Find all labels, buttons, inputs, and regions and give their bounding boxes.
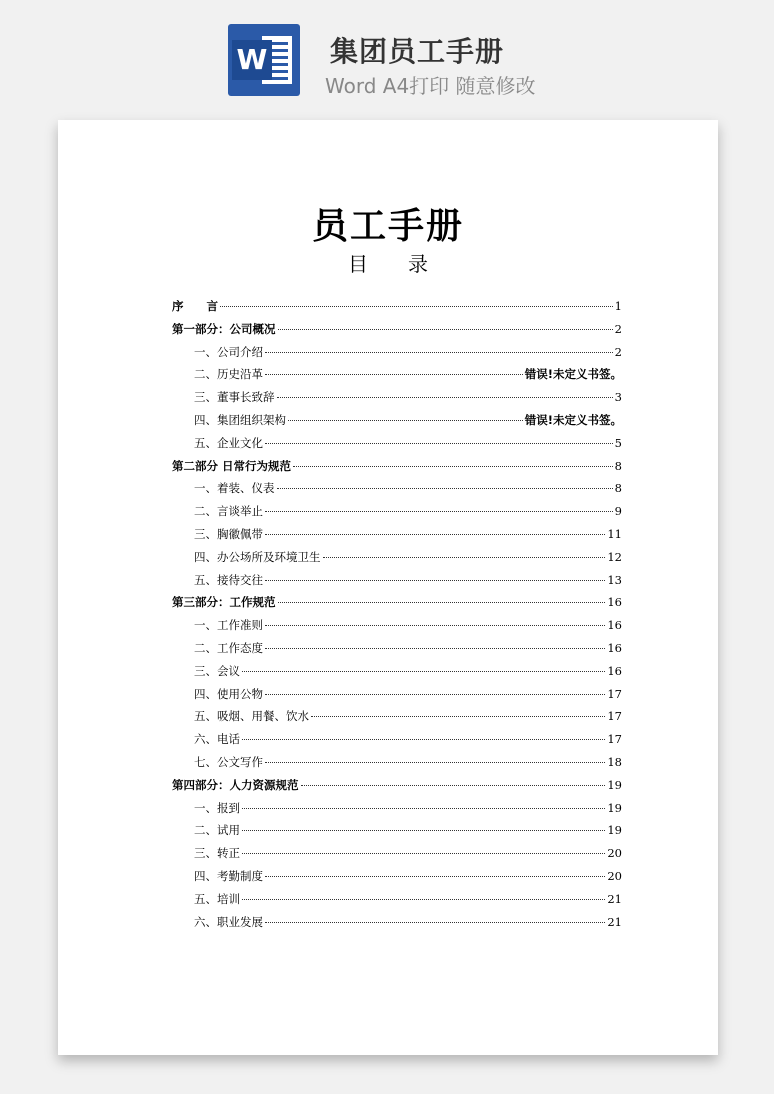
toc-entry-label: 第四部分：人力资源规范 [172,777,299,792]
toc-entry-label: 四、使用公物 [194,686,263,701]
toc-entry-page: 1 [614,299,622,313]
toc-entry-page: 9 [614,504,622,519]
toc-entry-label: 五、培训 [194,891,240,906]
toc-entry-label: 三、胸徽佩带 [194,526,263,541]
toc-dot-leader [277,397,613,398]
toc-entry-page: 8 [614,458,622,473]
toc-heading: 目录 [348,252,468,276]
toc-entry-page: 18 [607,754,622,769]
table-of-contents [172,298,622,936]
toc-entry-page: 16 [607,618,622,633]
toc-entry-label: 七、公文写作 [194,754,263,769]
toc-entry-page: 17 [607,732,622,747]
banner-title: 集团员工手册 [330,35,505,68]
toc-entry-page: 17 [607,709,622,724]
toc-entry-page: 20 [607,846,622,861]
word-icon [228,24,300,96]
toc-entry[interactable] [172,526,622,549]
toc-entry-label: 三、会议 [194,663,240,678]
toc-entry[interactable] [172,458,622,481]
toc-entry[interactable] [172,686,622,709]
toc-dot-leader [265,694,605,695]
toc-entry-label: 二、历史沿革 [194,367,263,382]
toc-entry[interactable] [172,321,622,344]
toc-dot-leader [242,853,605,854]
banner [0,0,774,110]
toc-dot-leader [265,876,605,877]
toc-entry[interactable] [172,822,622,845]
toc-entry-label: 第二部分 日常行为规范 [172,458,292,473]
toc-entry[interactable] [172,617,622,640]
toc-dot-leader [311,716,605,717]
toc-entry-label: 二、工作态度 [194,640,263,655]
toc-entry-page: 3 [614,390,622,405]
toc-entry[interactable] [172,754,622,777]
toc-dot-leader [242,671,605,672]
toc-entry[interactable] [172,914,622,937]
toc-entry-page: 20 [607,868,622,883]
toc-entry[interactable] [172,663,622,686]
document-page [58,120,718,1055]
toc-entry-page: 12 [607,549,622,564]
toc-entry[interactable] [172,891,622,914]
banner-subtitle: Word A4打印 随意修改 [325,74,536,98]
toc-dot-leader [293,466,613,467]
toc-entry-label: 三、董事长致辞 [194,390,275,405]
toc-entry[interactable] [172,480,622,503]
toc-entry[interactable] [172,389,622,412]
toc-dot-leader [265,922,605,923]
toc-entry[interactable] [172,731,622,754]
toc-entry-label: 一、工作准则 [194,618,263,633]
toc-entry-label: 四、集团组织架构 [194,412,286,427]
toc-entry[interactable] [172,708,622,731]
toc-entry[interactable] [172,868,622,891]
toc-entry[interactable] [172,640,622,663]
toc-entry-page: 错误!未定义书签。 [524,412,622,427]
toc-dot-leader [323,557,606,558]
toc-entry-label: 五、吸烟、用餐、饮水 [194,709,309,724]
toc-entry-page: 21 [607,891,622,906]
toc-dot-leader [242,808,605,809]
toc-entry-page: 错误!未定义书签。 [524,367,622,382]
toc-entry-page: 2 [614,344,622,359]
toc-dot-leader [277,488,613,489]
toc-entry-label: 序 言 [172,299,218,313]
toc-entry[interactable] [172,845,622,868]
toc-entry-page: 19 [607,800,622,815]
word-logo-letter: W [232,40,272,80]
toc-entry-label: 二、言谈举止 [194,504,263,519]
toc-entry-label: 五、接待交往 [194,572,263,587]
toc-entry-label: 六、电话 [194,732,240,747]
toc-entry-page: 16 [607,595,622,610]
toc-dot-leader [265,443,613,444]
toc-entry[interactable] [172,435,622,458]
toc-entry[interactable] [172,412,622,435]
toc-entry-label: 六、职业发展 [194,914,263,929]
toc-entry-label: 第一部分：公司概况 [172,321,276,336]
toc-dot-leader [301,785,606,786]
toc-dot-leader [265,625,605,626]
toc-dot-leader [265,534,605,535]
toc-dot-leader [278,329,613,330]
toc-entry-page: 11 [607,526,622,541]
toc-entry-label: 四、考勤制度 [194,868,263,883]
toc-entry-page: 2 [614,321,622,336]
toc-entry-label: 三、转正 [194,846,240,861]
toc-dot-leader [242,830,605,831]
toc-dot-leader [265,374,523,375]
toc-entry-page: 5 [614,435,622,450]
toc-entry-page: 13 [607,572,622,587]
toc-dot-leader [242,739,605,740]
toc-dot-leader [288,420,523,421]
toc-entry[interactable] [172,572,622,595]
toc-entry[interactable] [172,549,622,572]
toc-dot-leader [265,352,613,353]
toc-entry-label: 二、试用 [194,823,240,838]
toc-dot-leader [265,580,605,581]
toc-entry-label: 第三部分：工作规范 [172,595,276,610]
toc-entry[interactable] [172,366,622,389]
toc-dot-leader [220,306,613,307]
toc-dot-leader [265,648,605,649]
toc-entry[interactable] [172,594,622,617]
toc-entry-page: 8 [614,481,622,496]
toc-entry-page: 21 [607,914,622,929]
toc-dot-leader [265,762,605,763]
toc-entry[interactable] [172,800,622,823]
toc-entry-label: 五、企业文化 [194,435,263,450]
toc-entry[interactable] [172,298,622,321]
toc-entry[interactable] [172,503,622,526]
toc-dot-leader [265,511,613,512]
toc-entry-page: 16 [607,640,622,655]
toc-entry-label: 一、着装、仪表 [194,481,275,496]
toc-entry-page: 17 [607,686,622,701]
toc-entry-page: 19 [607,777,622,792]
document-title: 员工手册 [311,206,464,247]
toc-entry-page: 19 [607,823,622,838]
toc-entry[interactable] [172,777,622,800]
toc-entry-page: 16 [607,663,622,678]
toc-entry-label: 四、办公场所及环境卫生 [194,549,321,564]
toc-entry[interactable] [172,344,622,367]
toc-entry-label: 一、公司介绍 [194,344,263,359]
toc-entry-label: 一、报到 [194,800,240,815]
toc-dot-leader [242,899,605,900]
toc-dot-leader [278,602,606,603]
